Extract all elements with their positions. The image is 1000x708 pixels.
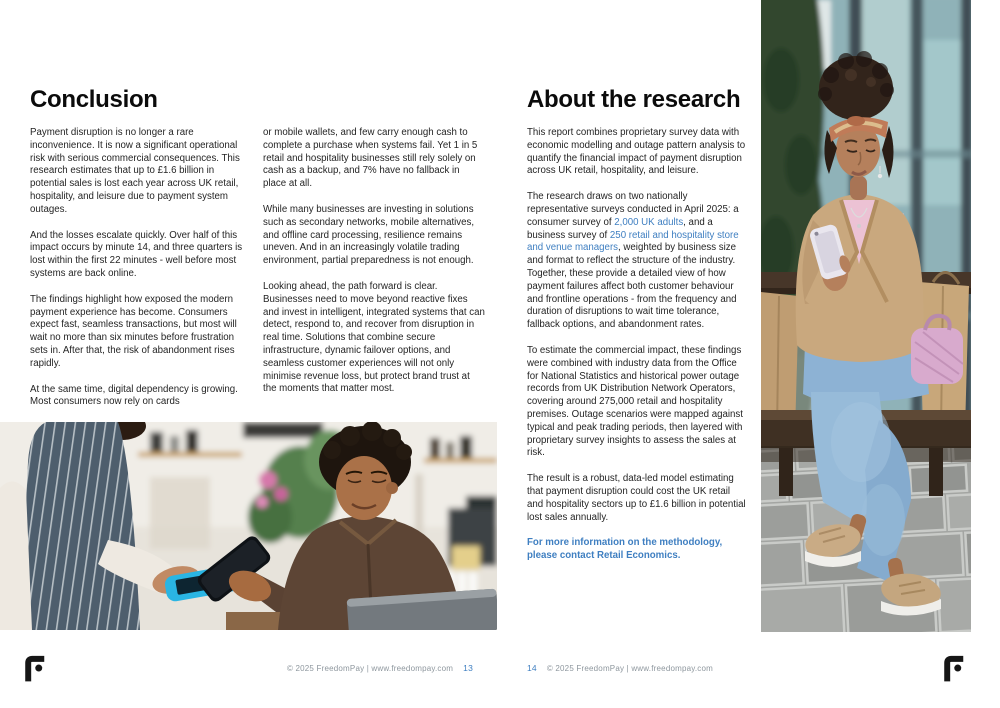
about-paragraph-3: To estimate the commercial impact, these findings were combined with industry data from the Office for National Statistics and historical power outage records from UK Distribution Network Operators, covering around 275,000 retail and hospitality premises. Outage scenarios were mapped against typical and peak trading periods, then layered with proprietary survey insights to assess the sales at risk. (527, 344, 743, 459)
page-number-left: 13 (463, 663, 473, 673)
conclusion-paragraph-7: Looking ahead, the path forward is clear. Businesses need to move beyond reactive fixes and invest in intelligent, integrated systems that can detect, respond to, and recover from disruption in real time. Solutions that combine secure infrastructure, dynamic failover options, and seamless customer experiences will not only minimise revenue loss, but protect brand trust at the moments that matter most. (263, 280, 485, 395)
conclusion-column-2 (263, 127, 485, 409)
about-paragraph-2-text: , and a business survey of (527, 216, 713, 241)
cafe-payment-photo (0, 422, 497, 630)
link-consumer-survey[interactable]: 2,000 UK adults (614, 216, 684, 228)
about-column (527, 127, 748, 576)
cafe-payment-illustration (0, 422, 497, 630)
link-business-survey[interactable]: 250 retail and hospitality store and venue managers (527, 229, 739, 254)
woman-on-bench-illustration (761, 0, 971, 632)
conclusion-paragraph-2: And the losses escalate quickly. Over half of this impact occurs by minute 14, and three quarters is lost within the first 22 minutes - well before most systems are back online. (30, 229, 243, 279)
freedompay-logo-icon (25, 655, 47, 682)
about-paragraph-1: This report combines proprietary survey data with economic modelling and outage pattern analysis to quantify the financial impact of payment disruption across UK retail, hospitality, and leisure. (527, 127, 746, 177)
conclusion-paragraph-4: At the same time, digital dependency is growing. Most consumers now rely on cards (30, 383, 238, 408)
methodology-contact-link[interactable]: For more information on the methodology, please contact Retail Economics. (527, 537, 723, 562)
about-paragraph-2 (527, 191, 748, 332)
conclusion-paragraph-6: While many businesses are investing in solutions such as secondary networks, mobile alternatives, and offline card processing, resilience remains uneven. And in an increasingly volatile trading environment, partial preparedness is not enough. (263, 203, 475, 267)
page-number-right: 14 (527, 663, 537, 673)
about-title: About the research (527, 86, 741, 113)
conclusion-paragraph-3: The findings highlight how exposed the modern payment experience has become. Consumers expect fast, seamless transactions, but most will wait no more than six minutes before frustration sets in. After that, the risk of abandonment rises rapidly. (30, 293, 237, 369)
copyright-right: © 2025 FreedomPay | www.freedompay.com (546, 663, 714, 673)
freedompay-logo-icon (944, 655, 966, 682)
footer-right (527, 663, 713, 673)
footer-left (287, 663, 473, 673)
woman-on-bench-photo (761, 0, 971, 632)
conclusion-paragraph-1: Payment disruption is no longer a rare inconvenience. It is now a significant operational risk with serious commercial consequences. This research estimates that up to £1.6 billion in potential sales is lost each year across UK retail, hospitality, and leisure due to payment system outages. (30, 127, 240, 215)
about-paragraph-2-text: The research draws on two nationally representative surveys conducted in April 2025: a consumer survey of (527, 191, 739, 228)
copyright-left: © 2025 FreedomPay | www.freedompay.com (286, 663, 454, 673)
about-paragraph-2-text: , weighted by business size and format to reflect the structure of the industry. Together, these provide a detailed view of how payment failures affect both customer behaviour and frontline operations - from the frequency and duration of disruptions to wait time tolerance, fallback options, and abandonment rates. (527, 242, 737, 331)
conclusion-paragraph-5: or mobile wallets, and few carry enough cash to complete a purchase when systems fail. Yet 1 in 5 retail and hospitality businesses still rely solely on cash as a backup, and 7% have no fallback in place at all. (263, 127, 478, 190)
conclusion-title: Conclusion (30, 86, 158, 113)
conclusion-column-1 (30, 127, 249, 422)
about-paragraph-4: The result is a robust, data-led model estimating that payment disruption could cost the UK retail and hospitality sectors up to £1.6 billion in potential lost sales annually. (527, 473, 746, 523)
